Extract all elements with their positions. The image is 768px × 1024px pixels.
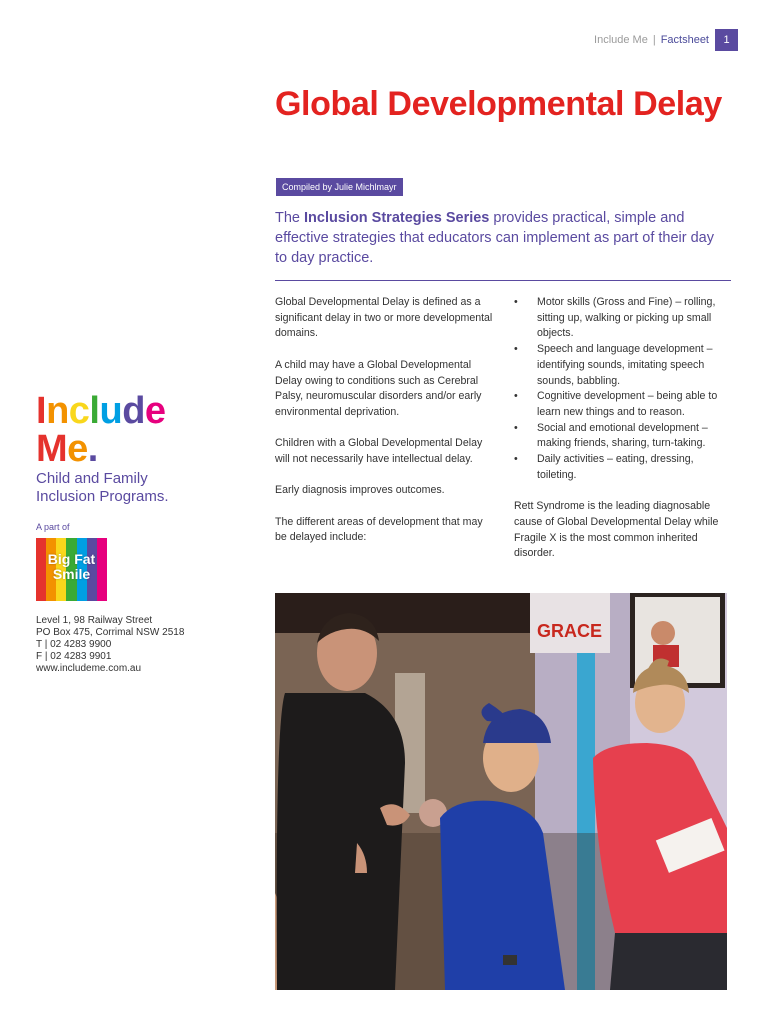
- body-paragraph: Children with a Global Developmental Delay will not necessarily have intellectual delay.: [275, 437, 483, 465]
- bfs-line-1: Big Fat: [47, 551, 96, 567]
- body-paragraph: The different areas of development that may be delayed include:: [275, 515, 483, 544]
- body-column-right: [514, 295, 734, 578]
- logo-line-1: [36, 392, 166, 430]
- logo-letter: l: [89, 390, 100, 432]
- page-number-badge: 1: [715, 29, 738, 51]
- bfs-line-2: Smile: [52, 566, 91, 582]
- photo-sign-text: GRACE: [537, 621, 603, 641]
- tagline: [36, 470, 169, 506]
- body-paragraph: A child may have a Global Developmental Delay owing to conditions such as Cerebral Palsy, neuromuscular disorders and/or early environmental deprivation.: [275, 358, 482, 418]
- contact-address: [36, 615, 184, 675]
- logo-letter: e: [67, 428, 88, 470]
- intro-rest: provides practical, simple and effective strategies that educators can implement as part of their day to day practice.: [275, 210, 714, 266]
- author-badge: Compiled by Julie Michlmayr: [276, 178, 403, 196]
- body-paragraph: Rett Syndrome is the leading diagnosable cause of Global Developmental Delay while Fragile X is the most common inherited disorder.: [514, 500, 719, 560]
- intro-series-name: Inclusion Strategies Series: [304, 210, 490, 226]
- list-item: • Motor skills (Gross and Fine) – rolling, sitting up, walking or picking up small objects.: [514, 295, 734, 342]
- logo-letter: n: [46, 390, 69, 432]
- address-line: Level 1, 98 Railway Street: [36, 615, 153, 626]
- page-title: Global Developmental Delay: [275, 85, 722, 123]
- intro-paragraph: [275, 208, 730, 268]
- big-fat-smile-wordmark: [36, 552, 107, 582]
- tagline-line-2: Inclusion Programs.: [36, 488, 169, 505]
- classroom-photo: [275, 593, 727, 990]
- phone-line: T | 02 4283 9900: [36, 639, 112, 650]
- list-item: • Social and emotional development – making friends, sharing, turn-taking.: [514, 421, 734, 452]
- intro-lead: The: [275, 210, 305, 226]
- tagline-line-1: Child and Family: [36, 470, 148, 487]
- big-fat-smile-logo: [36, 538, 107, 601]
- header-separator: |: [652, 34, 656, 46]
- body-column-left: [275, 295, 497, 562]
- body-paragraph: Early diagnosis improves outcomes.: [275, 484, 445, 497]
- header-crumb-include-me: Include Me: [594, 34, 648, 46]
- logo-letter: c: [68, 390, 90, 432]
- a-part-of-label: A part of: [36, 522, 70, 532]
- body-paragraph: Global Developmental Delay is defined as a significant delay in two or more developmental domains.: [275, 296, 493, 340]
- classroom-photo-illustration: [275, 593, 727, 990]
- include-me-logo: [36, 392, 166, 468]
- fax-line: F | 02 4283 9901: [36, 651, 112, 662]
- logo-letter: e: [144, 390, 166, 432]
- logo-letter: d: [122, 390, 145, 432]
- address-line: PO Box 475, Corrimal NSW 2518: [36, 627, 185, 638]
- list-item: • Cognitive development – being able to learn new things and to reason.: [514, 389, 734, 420]
- logo-letter: M: [36, 428, 68, 470]
- website-line: www.includeme.com.au: [36, 663, 142, 674]
- header-crumb-factsheet: Factsheet: [660, 34, 709, 46]
- logo-letter: u: [99, 390, 123, 432]
- page-header: [594, 29, 738, 51]
- logo-letter: I: [36, 390, 47, 432]
- section-divider: [275, 280, 731, 281]
- logo-letter: .: [87, 428, 98, 470]
- list-item: • Daily activities – eating, dressing, toileting.: [514, 452, 734, 483]
- development-areas-list: [514, 295, 734, 483]
- list-item: • Speech and language development – identifying sounds, imitating speech sounds, babbling.: [514, 342, 734, 389]
- logo-line-2: [36, 430, 166, 468]
